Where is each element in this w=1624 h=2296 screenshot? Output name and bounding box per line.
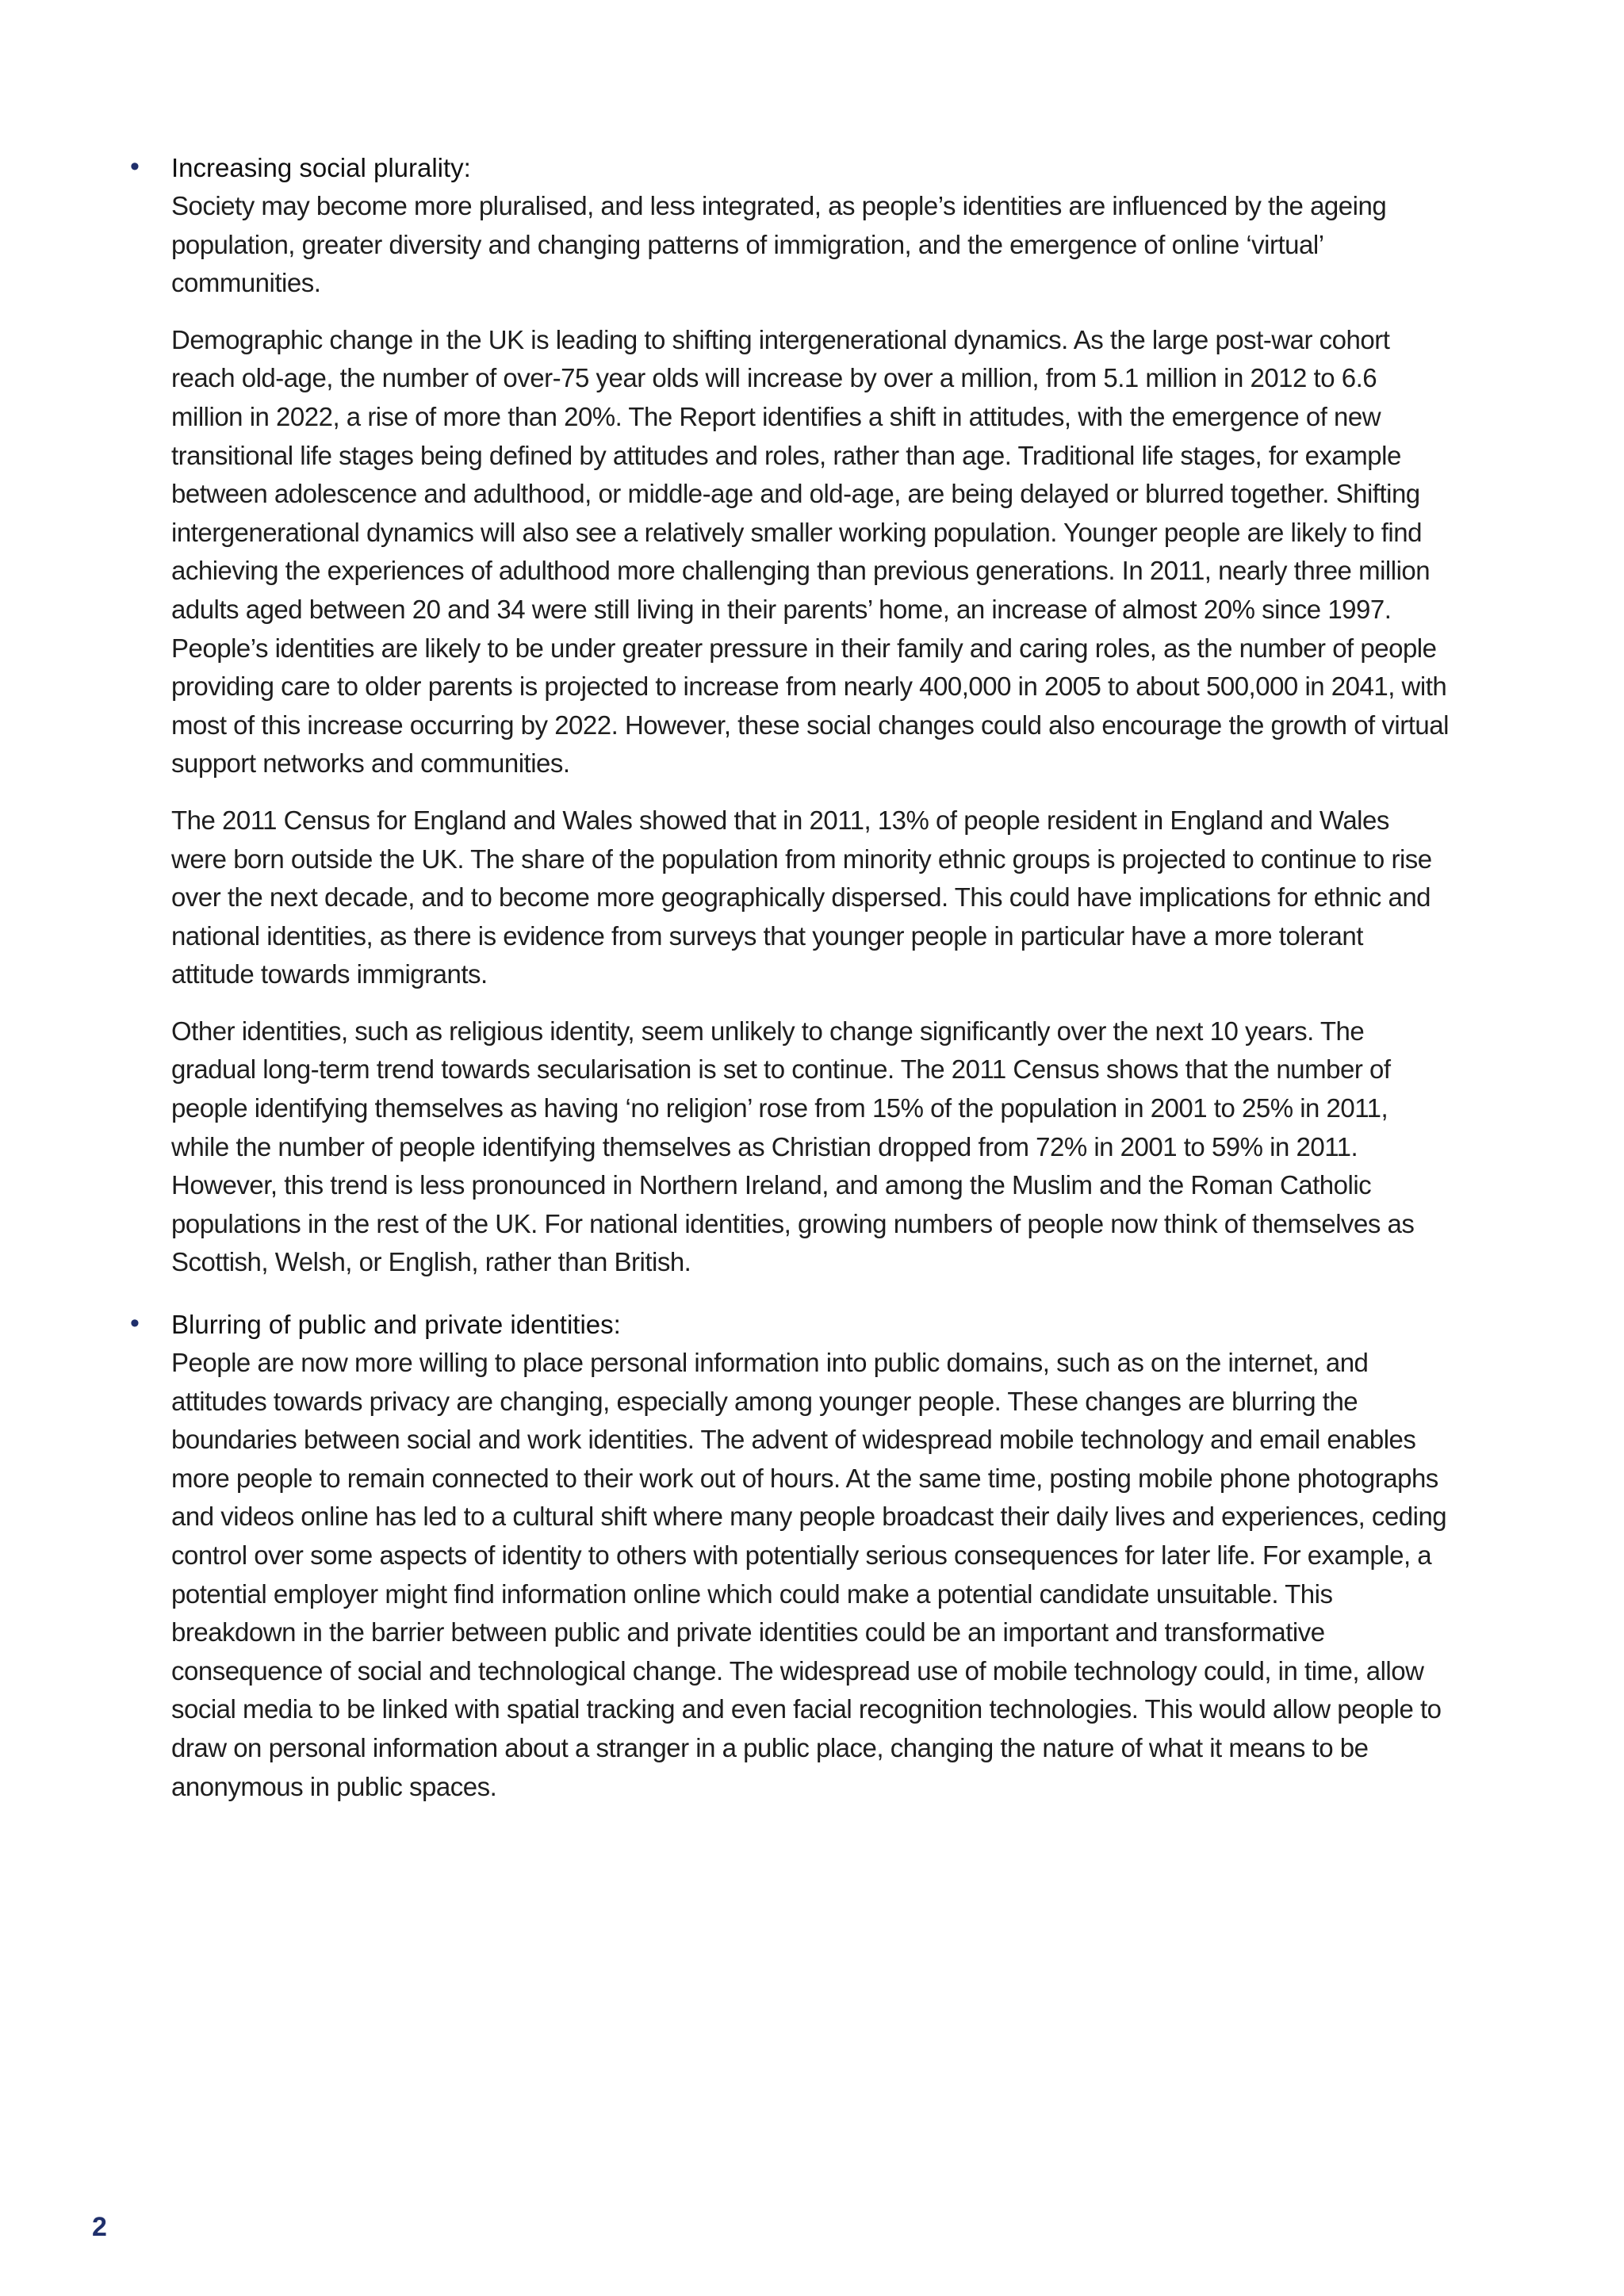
- page-number: 2: [92, 2212, 107, 2242]
- bullet-dot-icon: •: [130, 151, 140, 182]
- paragraph: Other identities, such as religious identity, seem unlikely to change significantly over the next 10 years. The gradual long-term trend towards secularisation is set to continue. The 2011 Census shows that the number of people identifying themselves as having ‘no religion’ rose from 15% of the population in 2001 to 25% in 2011, while the number of people identifying themselves as Christian dropped from 72% in 2001 to 59% in 2011. However, this trend is less pronounced in Northern Ireland, and among the Muslim and the Roman Catholic populations in the rest of the UK. For national identities, growing numbers of people now think of themselves as Scottish, Welsh, or English, rather than British.: [171, 1016, 1415, 1277]
- paragraph: The 2011 Census for England and Wales showed that in 2011, 13% of people resident in England and Wales were born outside the UK. The share of the population from minority ethnic groups is projected to continue to rise over the next decade, and to become more geographically dispersed. This could have implications for ethnic and national identities, as there is evidence from surveys that younger people in particular have a more tolerant attitude towards immigrants.: [171, 805, 1432, 989]
- paragraph: Society may become more pluralised, and less integrated, as people’s identities are influenced by the ageing population, greater diversity and changing patterns of immigration, and the emergence of online ‘virtual’ communities.: [171, 191, 1387, 298]
- bullet-blurring-public-private: [122, 1306, 1451, 1806]
- bullet-dot-icon: •: [130, 1308, 140, 1339]
- bullet-heading: Increasing social plurality:: [171, 153, 471, 182]
- bullet-heading: Blurring of public and private identities:: [171, 1310, 621, 1340]
- page-content: [122, 149, 1451, 1806]
- paragraph: People are now more willing to place personal information into public domains, such as on the internet, and attitudes towards privacy are changing, especially among younger people. These changes are blurring the boundaries between social and work identities. The advent of widespread mobile technology and email enables more people to remain connected to their work out of hours. At the same time, posting mobile phone photographs and videos online has led to a cultural shift where many people broadcast their daily lives and experiences, ceding control over some aspects of identity to others with potentially serious consequences for later life. For example, a potential employer might find information online which could make a potential candidate unsuitable. This breakdown in the barrier between public and private identities could be an important and transformative consequence of social and technological change. The widespread use of mobile technology could, in time, allow social media to be linked with spatial tracking and even facial recognition technologies. This would allow people to draw on personal information about a stranger in a public place, changing the nature of what it means to be anonymous in public spaces.: [171, 1348, 1447, 1801]
- paragraph: Demographic change in the UK is leading to shifting intergenerational dynamics. As the large post-war cohort reach old-age, the number of over-75 year olds will increase by over a million, from 5.1 million in 2012 to 6.6 million in 2022, a rise of more than 20%. The Report identifies a shift in attitudes, with the emergence of new transitional life stages being defined by attitudes and roles, rather than age. Traditional life stages, for example between adolescence and adulthood, or middle-age and old-age, are being delayed or blurred together. Shifting intergenerational dynamics will also see a relatively smaller working population. Younger people are likely to find achieving the experiences of adulthood more challenging than previous generations. In 2011, nearly three million adults aged between 20 and 34 were still living in their parents’ home, an increase of almost 20% since 1997. People’s identities are likely to be under greater pressure in their family and caring roles, as the number of people providing care to older parents is projected to increase from nearly 400,000 in 2005 to about 500,000 in 2041, with most of this increase occurring by 2022. However, these social changes could also encourage the growth of virtual support networks and communities.: [171, 324, 1449, 779]
- bullet-increasing-social-plurality: [122, 149, 1451, 1282]
